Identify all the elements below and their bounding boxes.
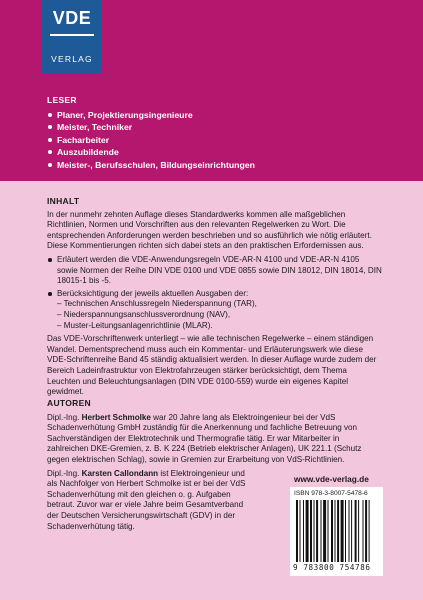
barcode-stripe bbox=[349, 500, 350, 562]
content-subitem: – Niederspannungsanschlussverordnung (NAV), bbox=[57, 309, 231, 319]
author-text: ist Elektroingenieur und als Nachfolger von Herbert Schmolke ist er bei der VdS Schadenverhütung mit den gleichen o. g. Aufgaben betraut. Zuvor war er viele Jahre beim Gesamtverband der Deutschen Versicherungswirtschaft (GDV) in der Schadenverhütung tätig. bbox=[47, 468, 246, 531]
barcode-stripe bbox=[365, 500, 367, 562]
content-heading: INHALT bbox=[47, 196, 80, 206]
content-subitem: – Technischen Anschlussregeln Niederspannung (TAR), bbox=[57, 299, 257, 309]
content-subitem: – Muster-Leitungsanlagenrichtlinie (MLAR). bbox=[57, 320, 213, 330]
barcode-stripe bbox=[323, 500, 326, 562]
barcode-stripe bbox=[303, 500, 304, 562]
logo-sub: VERLAG bbox=[51, 54, 93, 64]
barcode-stripe bbox=[306, 500, 309, 562]
readers-item: Meister, Techniker bbox=[47, 121, 255, 133]
readers-item: Facharbeiter bbox=[47, 134, 255, 146]
barcode-stripe bbox=[351, 500, 352, 562]
author-title: Dipl.-Ing. bbox=[47, 412, 80, 422]
author-name: Herbert Schmolke bbox=[81, 412, 151, 422]
barcode-stripe bbox=[300, 500, 301, 562]
barcode-digits: 9 783800 754786 bbox=[293, 563, 371, 572]
content-bullet: Erläutert werden die VDE-Anwendungsregeln VDE-AR-N 4100 und VDE-AR-N 4105 sowie Normen der Reihe DIN VDE 0100 und VDE 0855 sowie DIN 18012, DIN 18014, DIN 18015-1 bis -5. bbox=[47, 255, 382, 287]
barcode-stripe bbox=[337, 500, 339, 562]
header-band bbox=[0, 0, 423, 181]
content-bullet bbox=[47, 289, 382, 331]
authors-heading: AUTOREN bbox=[47, 398, 91, 408]
isbn-barcode bbox=[290, 487, 383, 576]
author-title: Dipl.-Ing. bbox=[47, 468, 80, 478]
content-outro: Das VDE-Vorschriftenwerk unterliegt – wie alle technischen Regelwerke – einem ständigen Wandel. Dementsprechend muss auch ein Kommentar- und Erläuterungswerk wie diese VDE-Schriftenreihe Band 45 ständig aktualisiert werden. In dieser Auflage wurde zudem der Bereich Ladeinfrastruktur von Elektrofahrzeugen stärker berücksichtigt, dem Thema Leuchten und Beleuchtungsanlagen (DIN VDE 0100-559) wurde ein eigenes Kapitel gewidmet. bbox=[47, 334, 377, 397]
barcode-stripe bbox=[328, 500, 329, 562]
content-bullet-text: Berücksichtigung der jeweils aktuellen Ausgaben der: bbox=[57, 288, 249, 298]
isbn-number: ISBN 978-3-8007-5478-6 bbox=[294, 490, 368, 497]
readers-heading: LESER bbox=[47, 95, 77, 105]
readers-item: Auszubildende bbox=[47, 146, 255, 158]
publisher-url[interactable]: www.vde-verlag.de bbox=[294, 474, 369, 484]
readers-item: Meister-, Berufsschulen, Bildungseinrichtungen bbox=[47, 159, 255, 171]
barcode-stripe bbox=[355, 500, 357, 562]
barcode-stripe bbox=[369, 500, 370, 562]
readers-item: Planer, Projektierungsingenieure bbox=[47, 109, 255, 121]
barcode-stripe bbox=[341, 500, 344, 562]
barcode-bars bbox=[296, 500, 377, 562]
barcode-stripe bbox=[310, 500, 312, 562]
content-bullets bbox=[47, 255, 382, 331]
barcode-stripe bbox=[335, 500, 336, 562]
barcode-stripe bbox=[296, 500, 298, 562]
logo-brand: VDE bbox=[52, 8, 92, 28]
barcode-stripe bbox=[363, 500, 364, 562]
readers-list bbox=[47, 109, 255, 171]
content-section bbox=[47, 196, 382, 401]
author-text: war 20 Jahre lang als Elektroingenieur bei der VdS Schadenverhütung GmbH zuständig für die Anerkennung und fachliche Betreuung von Sachverständigen der Elektrotechnik und Thermografie tätig. Er war Mitarbeiter in zahlreichen DKE-Gremien, z. B. K 224 (Betrieb elektrischer Anlagen), UK 221.1 (Schutz gegen elektrischen Schlag), sowie in Gremien zur Erarbeitung von VdS-Richtlinien. bbox=[47, 412, 362, 464]
barcode-stripe bbox=[358, 500, 359, 562]
logo-divider bbox=[50, 34, 94, 36]
barcode-stripe bbox=[331, 500, 333, 562]
vde-verlag-logo bbox=[42, 0, 102, 74]
barcode-stripe bbox=[345, 500, 346, 562]
author-name: Karsten Callondann bbox=[81, 468, 159, 478]
content-intro: In der nunmehr zehnten Auflage dieses Standardwerks kommen alle maßgeblichen Richtlinien, Normen und Vorschriften aus den relevanten Regelwerken zu Wort. Die entsprechenden Anforderungen werden beschrieben und so ausführlich wie nötig erläutert. Diese Kommentierungen richten sich dabei stets an den praktischen Erfordernissen aus. bbox=[47, 209, 372, 251]
author-bio bbox=[47, 469, 257, 533]
readers-section bbox=[47, 95, 255, 171]
barcode-stripe bbox=[314, 500, 315, 562]
barcode-stripe bbox=[321, 500, 322, 562]
content-sublist bbox=[57, 299, 382, 331]
author-bio bbox=[47, 413, 382, 466]
barcode-stripe bbox=[316, 500, 318, 562]
